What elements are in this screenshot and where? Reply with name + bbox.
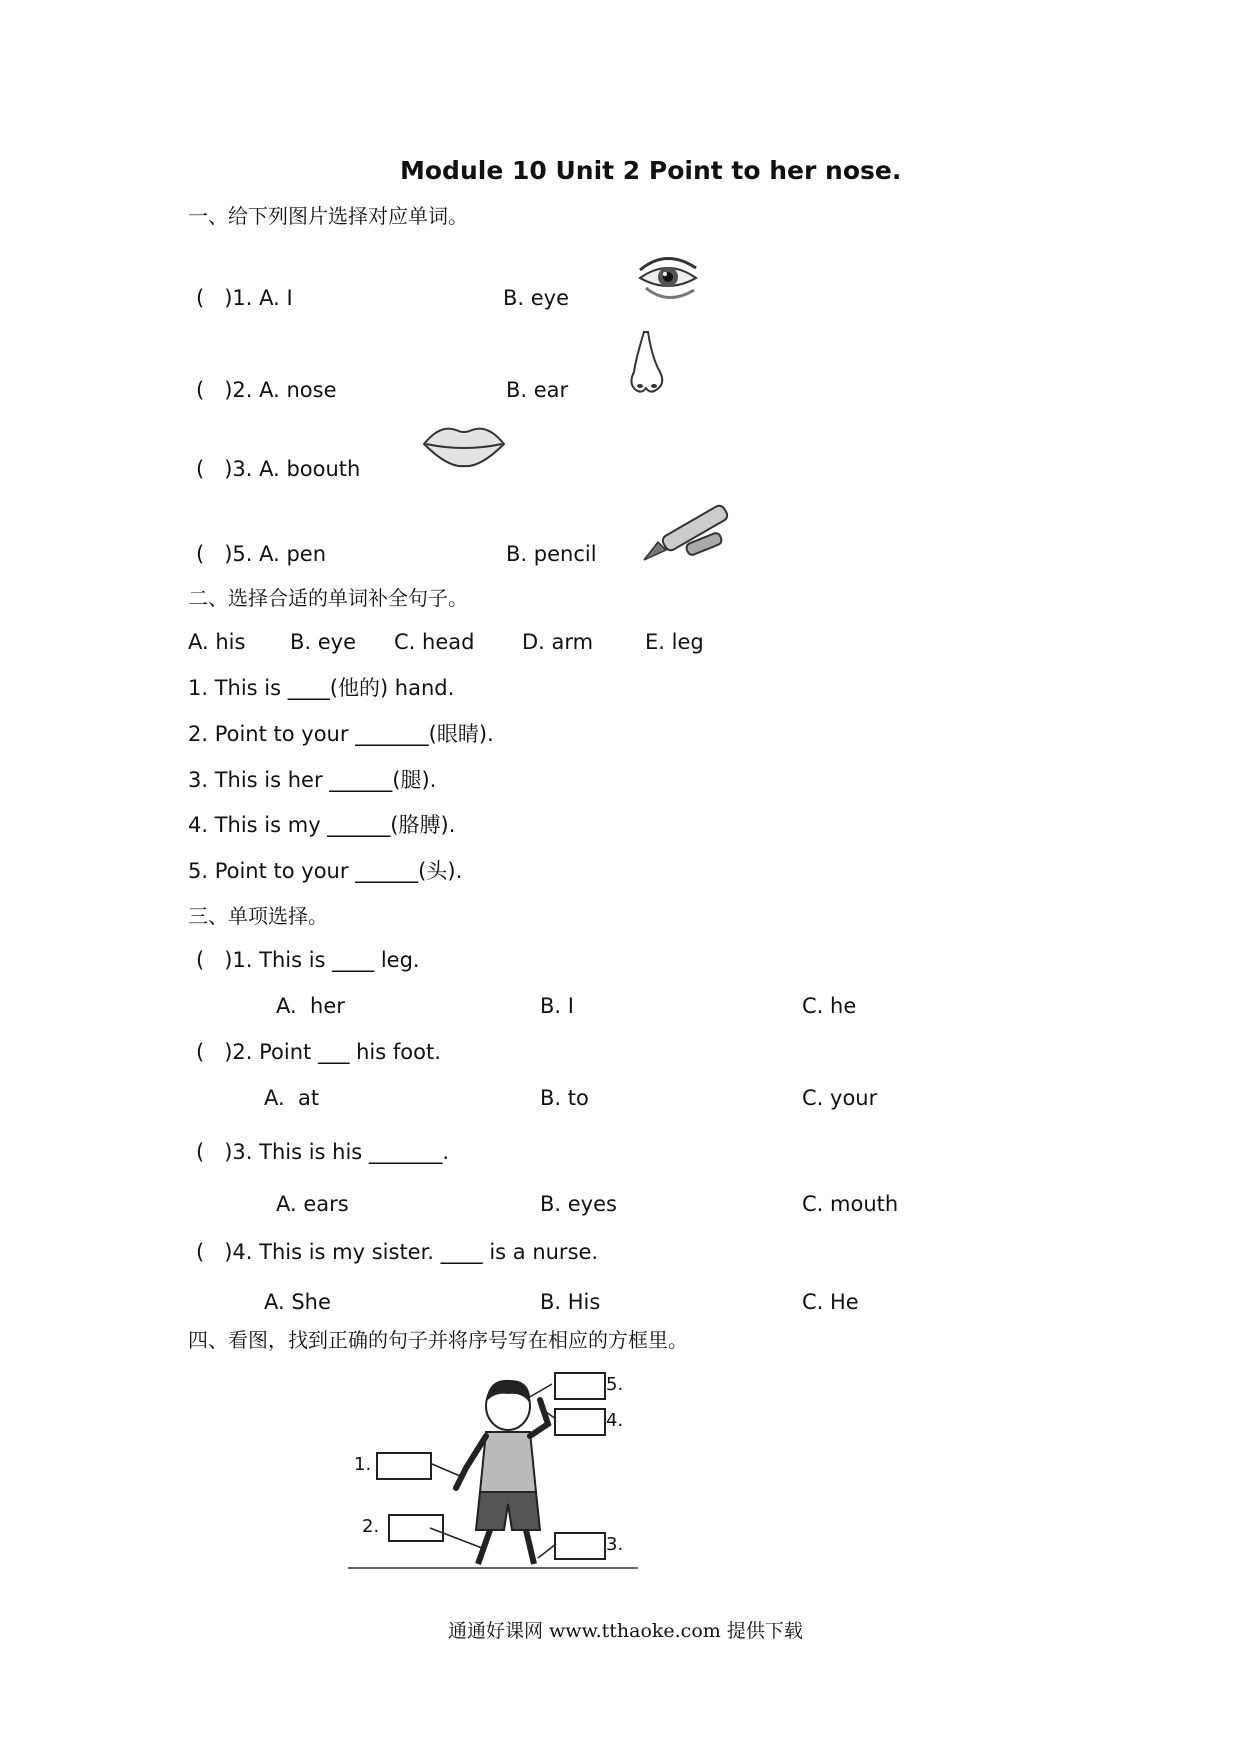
box-label-3: 3. — [606, 1534, 624, 1555]
section4-heading: 四、看图，找到正确的句子并将序号写在相应的方框里。 — [188, 1328, 688, 1352]
answer-box-5[interactable] — [554, 1372, 606, 1400]
s2-sentence-5: 5. Point to your ______(头). — [188, 859, 463, 883]
s2-sentence-1: 1. This is ____(他的) hand. — [188, 676, 455, 700]
s2-sentence-2: 2. Point to your _______(眼睛). — [188, 722, 494, 746]
footer-source: 通通好课网 www.tthaoke.com 提供下载 — [448, 1620, 803, 1642]
s3-q3-option-b: B. eyes — [540, 1192, 617, 1216]
s2-sentence-3: 3. This is her ______(腿). — [188, 768, 437, 792]
answer-box-4[interactable] — [554, 1408, 606, 1436]
s2-sentence-4: 4. This is my ______(胳膊). — [188, 813, 456, 837]
s3-q3-option-c: C. mouth — [802, 1192, 899, 1216]
eye-icon — [636, 250, 700, 308]
s3-q1-option-b: B. I — [540, 994, 574, 1018]
s1-item-2: ( )2. A. nose — [196, 378, 337, 402]
answer-box-3[interactable] — [554, 1532, 606, 1560]
s3-q4-option-c: C. He — [802, 1290, 859, 1314]
fountain-pen-icon — [642, 498, 738, 562]
s1-item-1: ( )1. A. I — [196, 286, 293, 310]
s2-option-a: A. his — [188, 630, 246, 654]
s3-q2-option-c: C. your — [802, 1086, 878, 1110]
box-label-4: 4. — [606, 1410, 624, 1431]
s3-q2-option-b: B. to — [540, 1086, 589, 1110]
box-label-5: 5. — [606, 1374, 624, 1395]
s2-option-e: E. leg — [645, 630, 704, 654]
s3-q4-option-a: A. She — [264, 1290, 331, 1314]
s2-option-b: B. eye — [290, 630, 357, 654]
nose-icon — [626, 328, 670, 396]
lips-icon — [420, 418, 508, 472]
s3-q3-option-a: A. ears — [276, 1192, 349, 1216]
s1-item-2-option-b: B. ear — [506, 378, 569, 402]
s3-q1-option-a: A. her — [276, 994, 345, 1018]
s2-option-d: D. arm — [522, 630, 594, 654]
s2-option-c: C. head — [394, 630, 475, 654]
answer-box-1[interactable] — [376, 1452, 432, 1480]
s3-q2-option-a: A. at — [264, 1086, 320, 1110]
box-label-2: 2. — [362, 1516, 380, 1537]
s1-item-4: ( )5. A. pen — [196, 542, 327, 566]
s1-item-1-option-b: B. eye — [503, 286, 570, 310]
section1-heading: 一、给下列图片选择对应单词。 — [188, 204, 468, 228]
s3-question-3: ( )3. This is his _______. — [196, 1140, 450, 1164]
s3-question-4: ( )4. This is my sister. ____ is a nurse. — [196, 1240, 599, 1264]
s3-q1-option-c: C. he — [802, 994, 857, 1018]
s3-q4-option-b: B. His — [540, 1290, 601, 1314]
boy-body-figure — [348, 1372, 638, 1572]
s3-question-1: ( )1. This is ____ leg. — [196, 948, 420, 972]
box-label-1: 1. — [354, 1454, 372, 1475]
s3-question-2: ( )2. Point ___ his foot. — [196, 1040, 441, 1064]
s1-item-4-option-b: B. pencil — [506, 542, 597, 566]
page-title: Module 10 Unit 2 Point to her nose. — [400, 156, 902, 185]
answer-box-2[interactable] — [388, 1514, 444, 1542]
section2-heading: 二、选择合适的单词补全句子。 — [188, 586, 468, 610]
section3-heading: 三、单项选择。 — [188, 904, 328, 928]
s1-item-3: ( )3. A. boouth — [196, 457, 361, 481]
